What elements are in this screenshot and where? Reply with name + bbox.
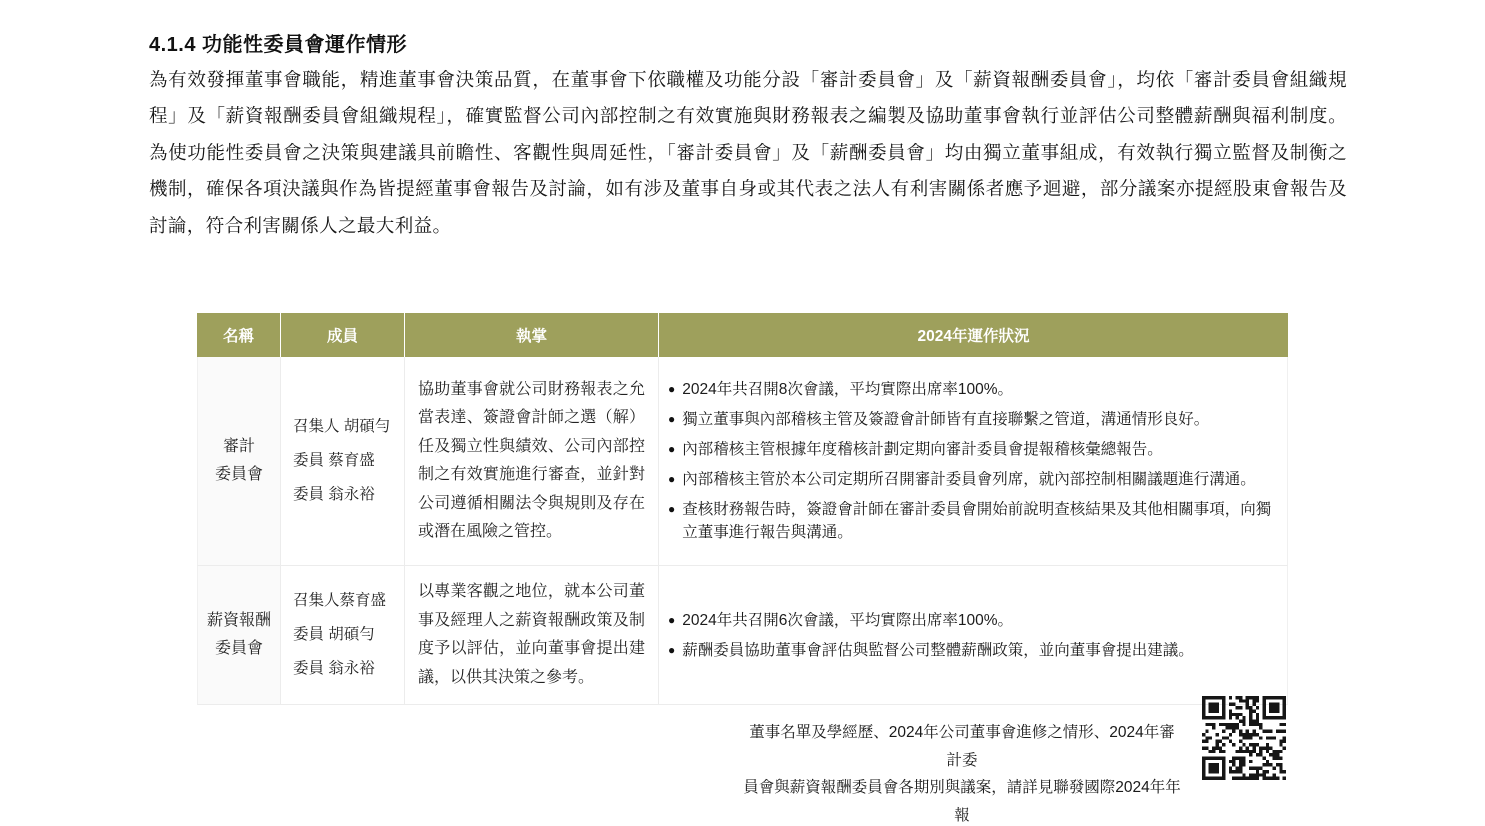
- table-header-row: [197, 313, 1288, 357]
- column-header-members: 成員: [281, 313, 405, 357]
- operation-item: ● 查核財務報告時，簽證會計師在審計委員會開始前說明查核結果及其他相關事項，向獨立董事進行報告與溝通。: [668, 498, 1277, 544]
- bullet-icon: ●: [668, 502, 676, 516]
- operation-item: ● 2024年共召開6次會議，平均實際出席率100%。: [668, 609, 1277, 632]
- table-row-audit-committee: [197, 357, 1288, 566]
- member: 召集人蔡育盛: [293, 592, 387, 609]
- committee-name: 薪資報酬 委員會: [197, 566, 281, 705]
- footnote-line: 董事名單及學經歷、2024年公司董事會進修之情形、2024年審計委: [749, 724, 1175, 769]
- committee-operations: [659, 357, 1288, 566]
- operation-item: ● 獨立董事與內部稽核主管及簽證會計師皆有直接聯繫之管道，溝通情形良好。: [668, 408, 1277, 431]
- committee-table: [197, 313, 1288, 705]
- intro-paragraph: 為有效發揮董事會職能，精進董事會決策品質，在董事會下依職權及功能分設「審計委員會」及「薪資報酬委員會」，均依「審計委員會組織規程」及「薪資報酬委員會組織規程」，確實監督公司內部控制之有效實施與財務報表之編製及協助董事會執行並評估公司整體薪酬與福利制度。為使功能性委員會之決策與建議具前瞻性、客觀性與周延性，「審計委員會」及「薪酬委員會」均由獨立董事組成，有效執行獨立監督及制衡之機制，確保各項決議與作為皆提經董事會報告及討論，如有涉及董事自身或其代表之法人有利害關係者應予迴避，部分議案亦提經股東會報告及討論，符合利害關係人之最大利益。: [149, 69, 1347, 236]
- bullet-icon: ●: [668, 642, 676, 657]
- operation-item: ● 薪酬委員協助董事會評估與監督公司整體薪酬政策，並向董事會提出建議。: [668, 639, 1277, 662]
- committee-duties: 以專業客觀之地位，就本公司董事及經理人之薪資報酬政策及制度予以評估，並向董事會提出建議，以供其決策之參考。: [405, 566, 659, 705]
- committee-members: [281, 357, 405, 566]
- column-header-duties: 執掌: [405, 313, 659, 357]
- bullet-icon: ●: [668, 472, 676, 486]
- footnote: [742, 719, 1182, 826]
- committee-operations: [659, 566, 1288, 705]
- operation-item: ● 內部稽核主管於本公司定期所召開審計委員會列席，就內部控制相關議題進行溝通。: [668, 468, 1277, 491]
- committee-duties: 協助董事會就公司財務報表之允當表達、簽證會計師之選（解）任及獨立性與績效、公司內部控制之有效實施進行審查，並針對公司遵循相關法令與規則及存在或潛在風險之管控。: [405, 357, 659, 566]
- member: 委員 翁永裕: [293, 660, 375, 677]
- table-row-compensation-committee: [197, 566, 1288, 705]
- member: 召集人 胡碩勻: [293, 418, 391, 435]
- operation-item: ● 2024年共召開8次會議，平均實際出席率100%。: [668, 378, 1277, 401]
- page-title: 4.1.4 功能性委員會運作情形: [149, 34, 408, 56]
- bullet-icon: ●: [668, 442, 676, 456]
- member: 委員 胡碩勻: [293, 626, 375, 643]
- column-header-operations: 2024年運作狀況: [659, 313, 1288, 357]
- bullet-icon: ●: [668, 412, 676, 426]
- member: 委員 翁永裕: [293, 486, 375, 503]
- member: 委員 蔡育盛: [293, 452, 375, 469]
- committee-members: [281, 566, 405, 705]
- column-header-name: 名稱: [197, 313, 281, 357]
- bullet-icon: ●: [668, 382, 676, 396]
- operation-item: ● 內部稽核主管根據年度稽核計劃定期向審計委員會提報稽核彙總報告。: [668, 438, 1277, 461]
- footnote-line: 員會與薪資報酬委員會各期別與議案，請詳見聯發國際2024年年報: [743, 779, 1181, 824]
- bullet-icon: ●: [668, 612, 676, 627]
- committee-name: 審計 委員會: [197, 357, 281, 566]
- qr-code: [1202, 696, 1286, 780]
